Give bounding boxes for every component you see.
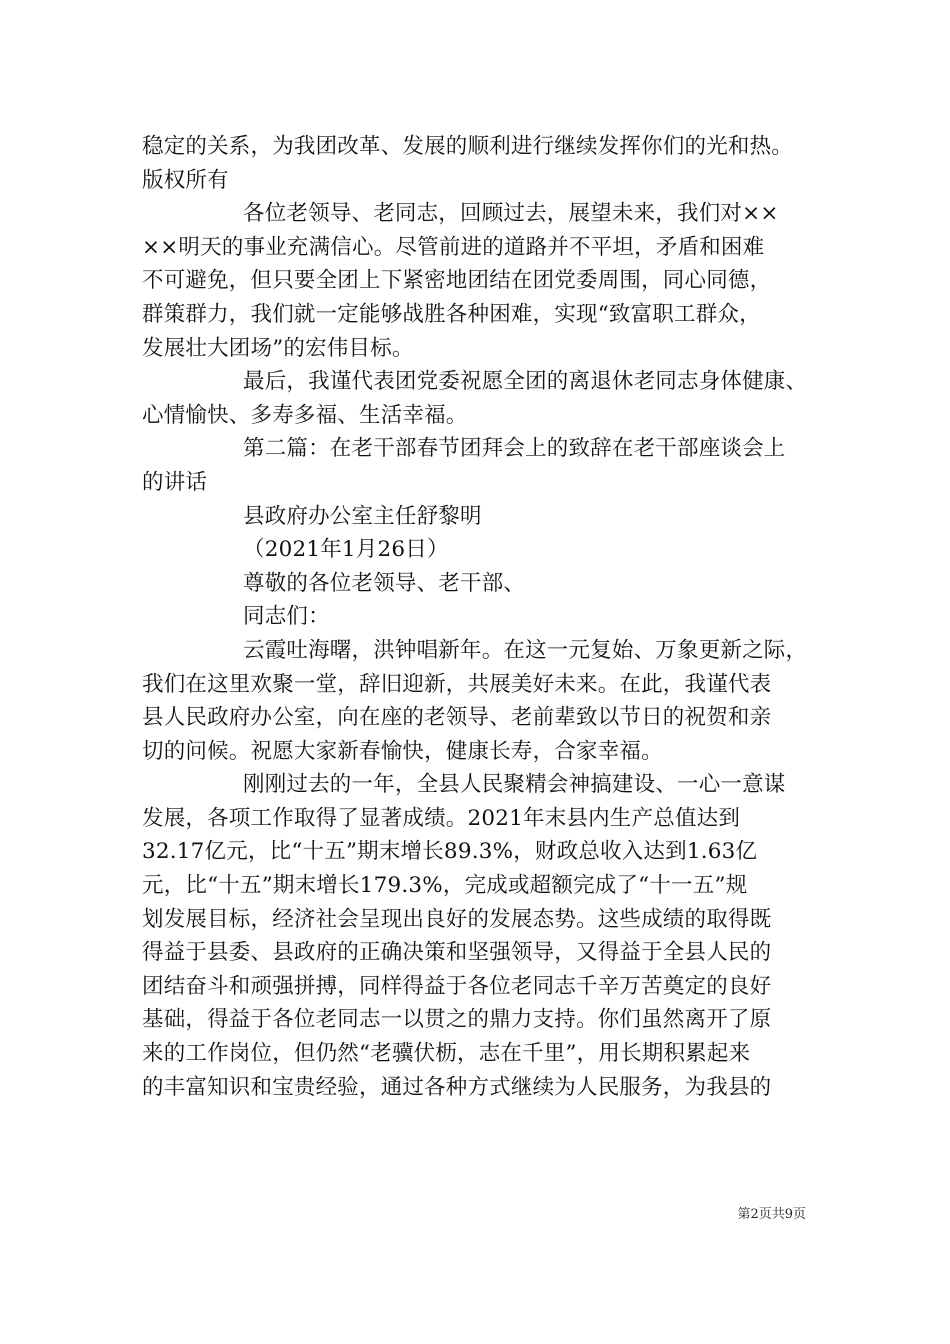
text-line: 县人民政府办公室，向在座的老领导、老前辈致以节日的祝贺和亲 xyxy=(142,705,772,731)
text-line: 心情愉快、多寿多福、生活幸福。 xyxy=(142,402,468,428)
text-line: 基础，得益于各位老同志一以贯之的鼎力支持。你们虽然离开了原 xyxy=(142,1007,772,1033)
text-line: 得益于县委、县政府的正确决策和坚强领导，又得益于全县人民的 xyxy=(142,940,772,966)
text-line: 尊敬的各位老领导、老干部、 xyxy=(243,570,526,596)
text-line: 来的工作岗位，但仍然“老骥伏枥，志在千里”，用长期积累起来 xyxy=(142,1041,751,1067)
text-line: 群策群力，我们就一定能够战胜各种困难，实现“致富职工群众， xyxy=(142,301,761,327)
text-line: 发展壮大团场”的宏伟目标。 xyxy=(142,335,414,361)
text-line: 的丰富知识和宝贵经验，通过各种方式继续为人民服务，为我县的 xyxy=(142,1074,772,1100)
text-line: 云霞吐海曙，洪钟唱新年。在这一元复始、万象更新之际， xyxy=(243,637,808,663)
text-line: 的讲话 xyxy=(142,469,208,495)
text-line: 同志们： xyxy=(243,604,330,630)
text-line: 发展，各项工作取得了显著成绩。2021年末县内生产总值达到 xyxy=(142,805,741,831)
text-line: 不可避免，但只要全团上下紧密地团结在团党委周围，同心同德， xyxy=(142,268,772,294)
text-line: 刚刚过去的一年，全县人民聚精会神搞建设、一心一意谋 xyxy=(243,772,786,798)
text-line: 划发展目标，经济社会呈现出良好的发展态势。这些成绩的取得既 xyxy=(142,906,772,932)
text-line: 县政府办公室主任舒黎明 xyxy=(243,503,482,529)
page-number-footer: 第2页共9页 xyxy=(737,1207,806,1222)
text-line: 版权所有 xyxy=(142,167,229,193)
document-body xyxy=(142,130,826,1104)
text-line: 32.17亿元，比“十五”期末增长89.3%，财政总收入达到1.63亿 xyxy=(142,839,758,865)
text-line: 最后，我谨代表团党委祝愿全团的离退休老同志身体健康、 xyxy=(243,369,808,395)
text-line: 切的问候。祝愿大家新春愉快，健康长寿，合家幸福。 xyxy=(142,738,663,764)
text-line: 第二篇：在老干部春节团拜会上的致辞在老干部座谈会上 xyxy=(243,436,786,462)
text-line: 团结奋斗和顽强拼搏，同样得益于各位老同志千辛万苦奠定的良好 xyxy=(142,973,772,999)
text-line: 我们在这里欢聚一堂，辞旧迎新，共展美好未来。在此，我谨代表 xyxy=(142,671,772,697)
text-line: ××明天的事业充满信心。尽管前进的道路并不平坦，矛盾和困难 xyxy=(142,234,765,260)
text-line: （2021年1月26日） xyxy=(243,537,449,563)
text-line: 元，比“十五”期末增长179.3%，完成或超额完成了“十一五”规 xyxy=(142,873,748,899)
text-line: 各位老领导、老同志，回顾过去，展望未来，我们对×× xyxy=(243,201,779,227)
text-line: 稳定的关系，为我团改革、发展的顺利进行继续发挥你们的光和热。 xyxy=(142,134,794,159)
